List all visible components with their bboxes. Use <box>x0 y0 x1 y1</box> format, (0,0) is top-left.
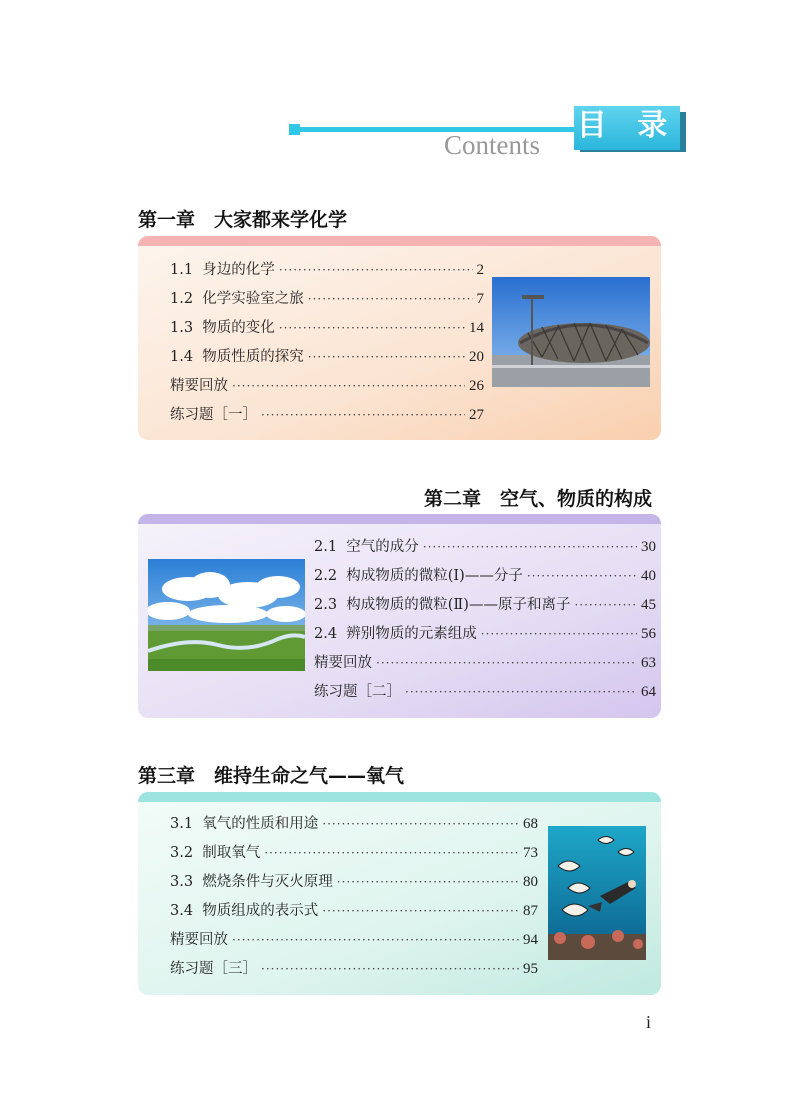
page-number: i <box>646 1012 652 1032</box>
toc-entry[interactable]: 2.1 空气的成分 ····· 30 <box>314 535 656 555</box>
toc-entry[interactable]: 1.3 物质的变化 ····· 14 <box>170 316 484 336</box>
toc-entry[interactable]: 精要回放 ····· 26 <box>170 374 484 394</box>
toc-entry[interactable]: 1.4 物质性质的探究 ····· 20 <box>170 345 484 365</box>
toc-entry[interactable]: 3.3 燃烧条件与灭火原理 ····· 80 <box>170 870 538 890</box>
stadium-photo <box>492 277 650 387</box>
chapter-2-title: 第二章 空气、物质的构成 <box>424 488 653 510</box>
chapter-3-title: 第三章 维持生命之气——氧气 <box>138 765 405 787</box>
grassland-photo <box>148 559 305 671</box>
chapter-1-title: 第一章 大家都来学化学 <box>138 209 348 231</box>
toc-entry[interactable]: 3.1 氧气的性质和用途 ····· 68 <box>170 812 538 832</box>
toc-entry[interactable]: 2.2 构成物质的微粒(Ⅰ)——分子 ····· 40 <box>314 564 656 584</box>
toc-entry[interactable]: 1.1 身边的化学 ····· 2 <box>170 258 484 278</box>
toc-entry[interactable]: 练习题［三］ ····· 95 <box>170 957 538 977</box>
toc-entry[interactable]: 精要回放 ····· 63 <box>314 651 656 671</box>
toc-entry[interactable]: 2.3 构成物质的微粒(Ⅱ)——原子和离子 ····· 45 <box>314 593 656 613</box>
toc-entry[interactable]: 2.4 辨别物质的元素组成 ····· 56 <box>314 622 656 642</box>
page-subtitle: Contents <box>444 130 541 160</box>
diver-photo <box>548 826 646 960</box>
page-title: 目 录 <box>576 108 678 143</box>
toc-entry[interactable]: 精要回放 ····· 94 <box>170 928 538 948</box>
toc-entry[interactable]: 练习题［一］ ····· 27 <box>170 403 484 423</box>
toc-entry[interactable]: 1.2 化学实验室之旅 ····· 7 <box>170 287 484 307</box>
toc-entry[interactable]: 练习题［二］ ····· 64 <box>314 680 656 700</box>
toc-entry[interactable]: 3.4 物质组成的表示式 ····· 87 <box>170 899 538 919</box>
toc-entry[interactable]: 3.2 制取氧气 ····· 73 <box>170 841 538 861</box>
